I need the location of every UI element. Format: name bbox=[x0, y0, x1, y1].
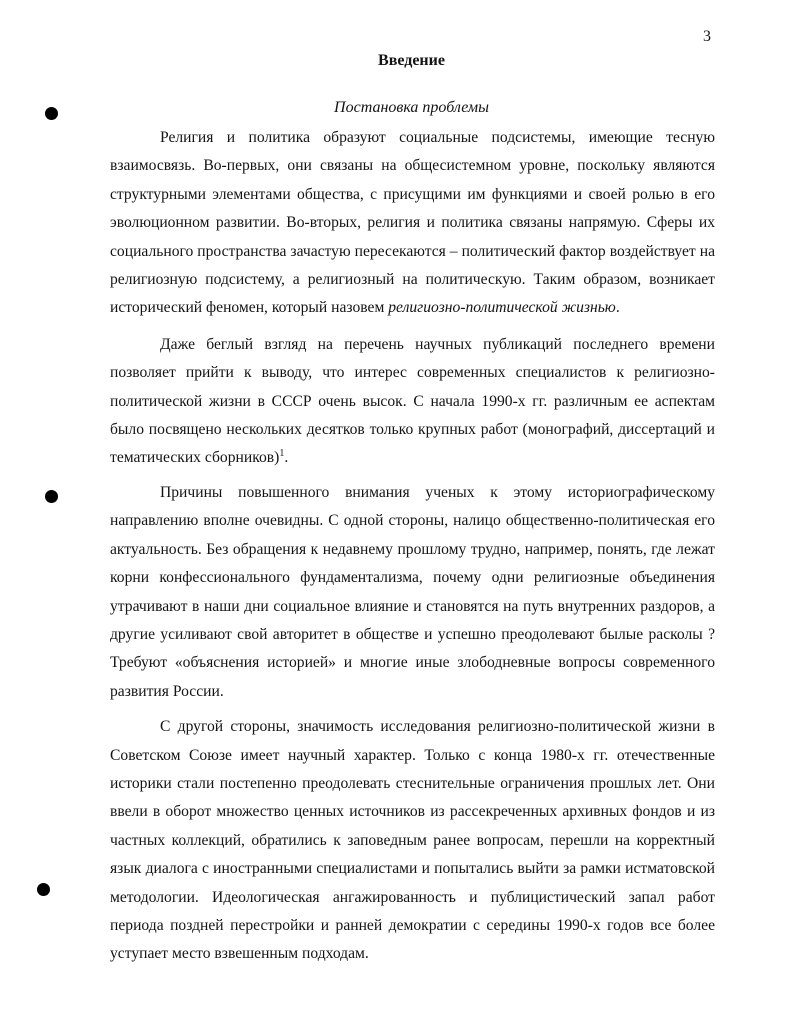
punch-hole-mark bbox=[45, 107, 58, 120]
page-title: Введение bbox=[378, 52, 445, 69]
section-subtitle: Постановка проблемы bbox=[334, 99, 489, 116]
punch-hole-mark bbox=[45, 490, 58, 503]
paragraph: С другой стороны, значимость исследования религиозно-политической жизни в Советском Союзе имеет научный характер. Только с конца 1980-х гг. отечественные историки стали постепенно преодолевать стеснительные ограничения прошлых лет. Они ввели в оборот множество ценных источников из рассекреченных архивных фондов и из частных коллекций, обратились к заповедным ранее вопросам, перешли на корректный язык диалога с иностранными специалистами и попытались выйти за рамки истматовской методологии. Идеологическая ангажированность и публицистический запал работ периода поздней перестройки и ранней демократии с середины 1990-х годов все более уступает место взвешенным подходам. bbox=[110, 718, 715, 963]
paragraph: Причины повышенного внимания ученых к этому историографическому направлению вполне очевидны. С одной стороны, налицо общественно-политическая его актуальность. Без обращения к недавнему прошлому трудно, например, понять, где лежат корни конфессионального фундаментализма, почему одни религиозные объединения утрачивают в наши дни социальное влияние и становятся на путь внутренних раздоров, а другие усиливают свой авторитет в обществе и успешно преодолевают былые расколы ? Требуют «объяснения историей» и многие иные злободневные вопросы современного развития России. bbox=[110, 483, 715, 700]
paragraph: Религия и политика образуют социальные подсистемы, имеющие тесную взаимосвязь. Во-первых, они связаны на общесистемном уровне, поскольку являются структурными элементами общества, с присущими им функциями и своей ролью в его эволюционном развитии. Во-вторых, религия и политика связаны напрямую. Сферы их социального пространства зачастую пересекаются – политический фактор воздействует на религиозную подсистему, а религиозный на политическую. Таким образом, возникает исторический феномен, который назовем религиозно-политической жизнью. bbox=[110, 129, 715, 317]
document-body bbox=[110, 124, 715, 969]
footnote-reference[interactable]: 1 bbox=[279, 448, 285, 460]
punch-hole-mark bbox=[37, 883, 50, 896]
page-number: 3 bbox=[703, 28, 711, 45]
emphasized-term: религиозно-политической жизнью bbox=[388, 299, 616, 317]
paragraph: Даже беглый взгляд на перечень научных публикаций последнего времени позволяет прийти к выводу, что интерес современных специалистов к религиозно-политической жизни в СССР очень высок. С начала 1990-х гг. различным ее аспектам было посвящено нескольких десятков только крупных работ (монографий, диссертаций и тематических сборников)$^1$. bbox=[110, 335, 715, 467]
